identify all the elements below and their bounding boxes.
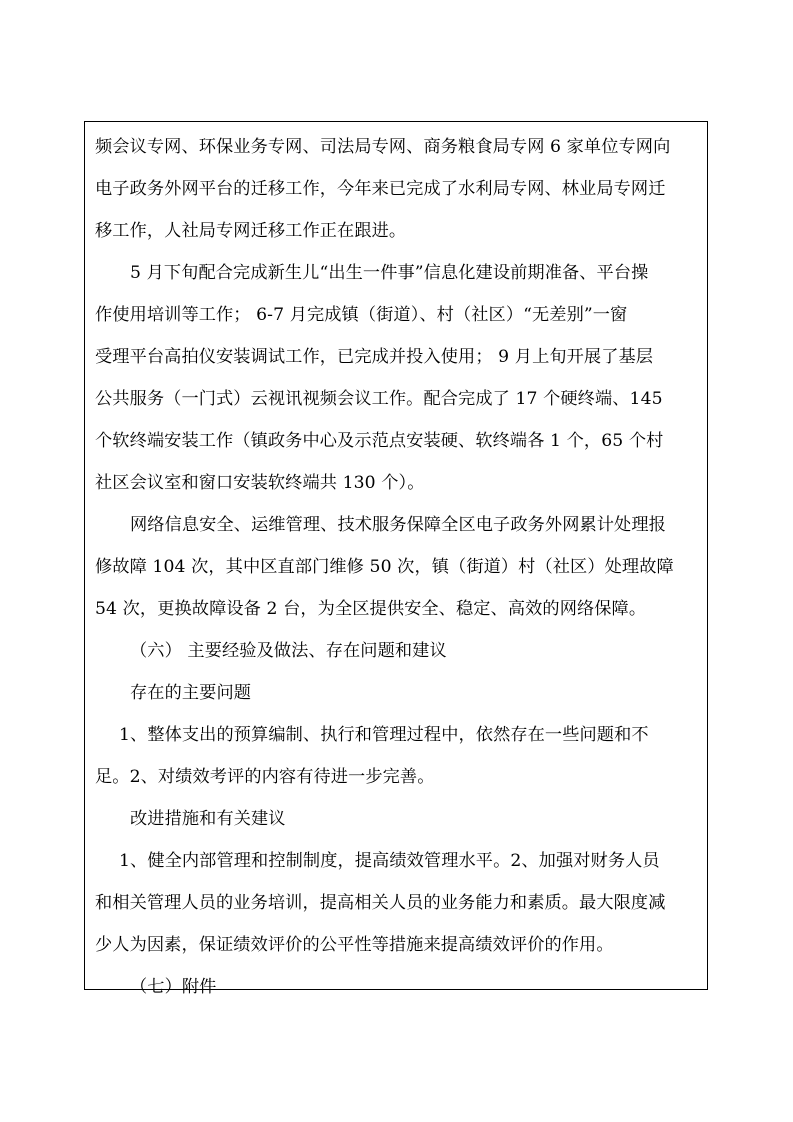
paragraph-network-security-line-3: 54 次，更换故障设备 2 台，为全区提供安全、稳定、高效的网络保障。	[95, 599, 647, 619]
subheading-main-problems: 存在的主要问题	[130, 683, 252, 703]
problems-line-2: 足。2、对绩效考评的内容有待进一步完善。	[95, 767, 435, 787]
problems-line-1: 1、整体支出的预算编制、执行和管理过程中，依然存在一些问题和不	[119, 725, 649, 745]
section-heading-attachments: （七）附件	[130, 977, 217, 997]
paragraph-birth-event-line-6: 社区会议室和窗口安装软终端共 130 个）。	[95, 473, 425, 493]
body-line-2: 电子政务外网平台的迁移工作，今年来已完成了水利局专网、林业局专网迁	[95, 179, 666, 199]
measures-line-2: 和相关管理人员的业务培训，提高相关人员的业务能力和素质。最大限度减	[95, 893, 666, 913]
paragraph-birth-event-line-1: 5 月下旬配合完成新生儿“出生一件事”信息化建设前期准备、平台操	[130, 263, 649, 283]
paragraph-birth-event-line-2: 作使用培训等工作； 6-7 月完成镇（街道）、村（社区）“无差别”一窗	[95, 305, 628, 325]
paragraph-network-security-line-2: 修故障 104 次，其中区直部门维修 50 次，镇（街道）村（社区）处理故障	[95, 557, 674, 577]
body-line-1: 频会议专网、环保业务专网、司法局专网、商务粮食局专网 6 家单位专网向	[95, 137, 671, 157]
paragraph-birth-event-line-3: 受理平台高拍仪安装调试工作，已完成并投入使用； 9 月上旬开展了基层	[95, 347, 654, 367]
section-heading-six: （六） 主要经验及做法、存在问题和建议	[130, 641, 447, 661]
paragraph-birth-event-line-5: 个软终端安装工作（镇政务中心及示范点安装硬、软终端各 1 个，65 个村	[95, 431, 664, 451]
document-frame	[84, 121, 708, 997]
body-line-3: 移工作，人社局专网迁移工作正在跟进。	[95, 221, 407, 241]
measures-line-1: 1、健全内部管理和控制制度，提高绩效管理水平。2、加强对财务人员	[119, 851, 660, 871]
subheading-improvement-measures: 改进措施和有关建议	[130, 809, 286, 829]
paragraph-birth-event-line-4: 公共服务（一门式）云视讯视频会议工作。配合完成了 17 个硬终端、145	[95, 389, 663, 409]
paragraph-network-security-line-1: 网络信息安全、运维管理、技术服务保障全区电子政务外网累计处理报	[130, 515, 666, 535]
measures-line-3: 少人为因素，保证绩效评价的公平性等措施来提高绩效评价的作用。	[95, 935, 614, 955]
